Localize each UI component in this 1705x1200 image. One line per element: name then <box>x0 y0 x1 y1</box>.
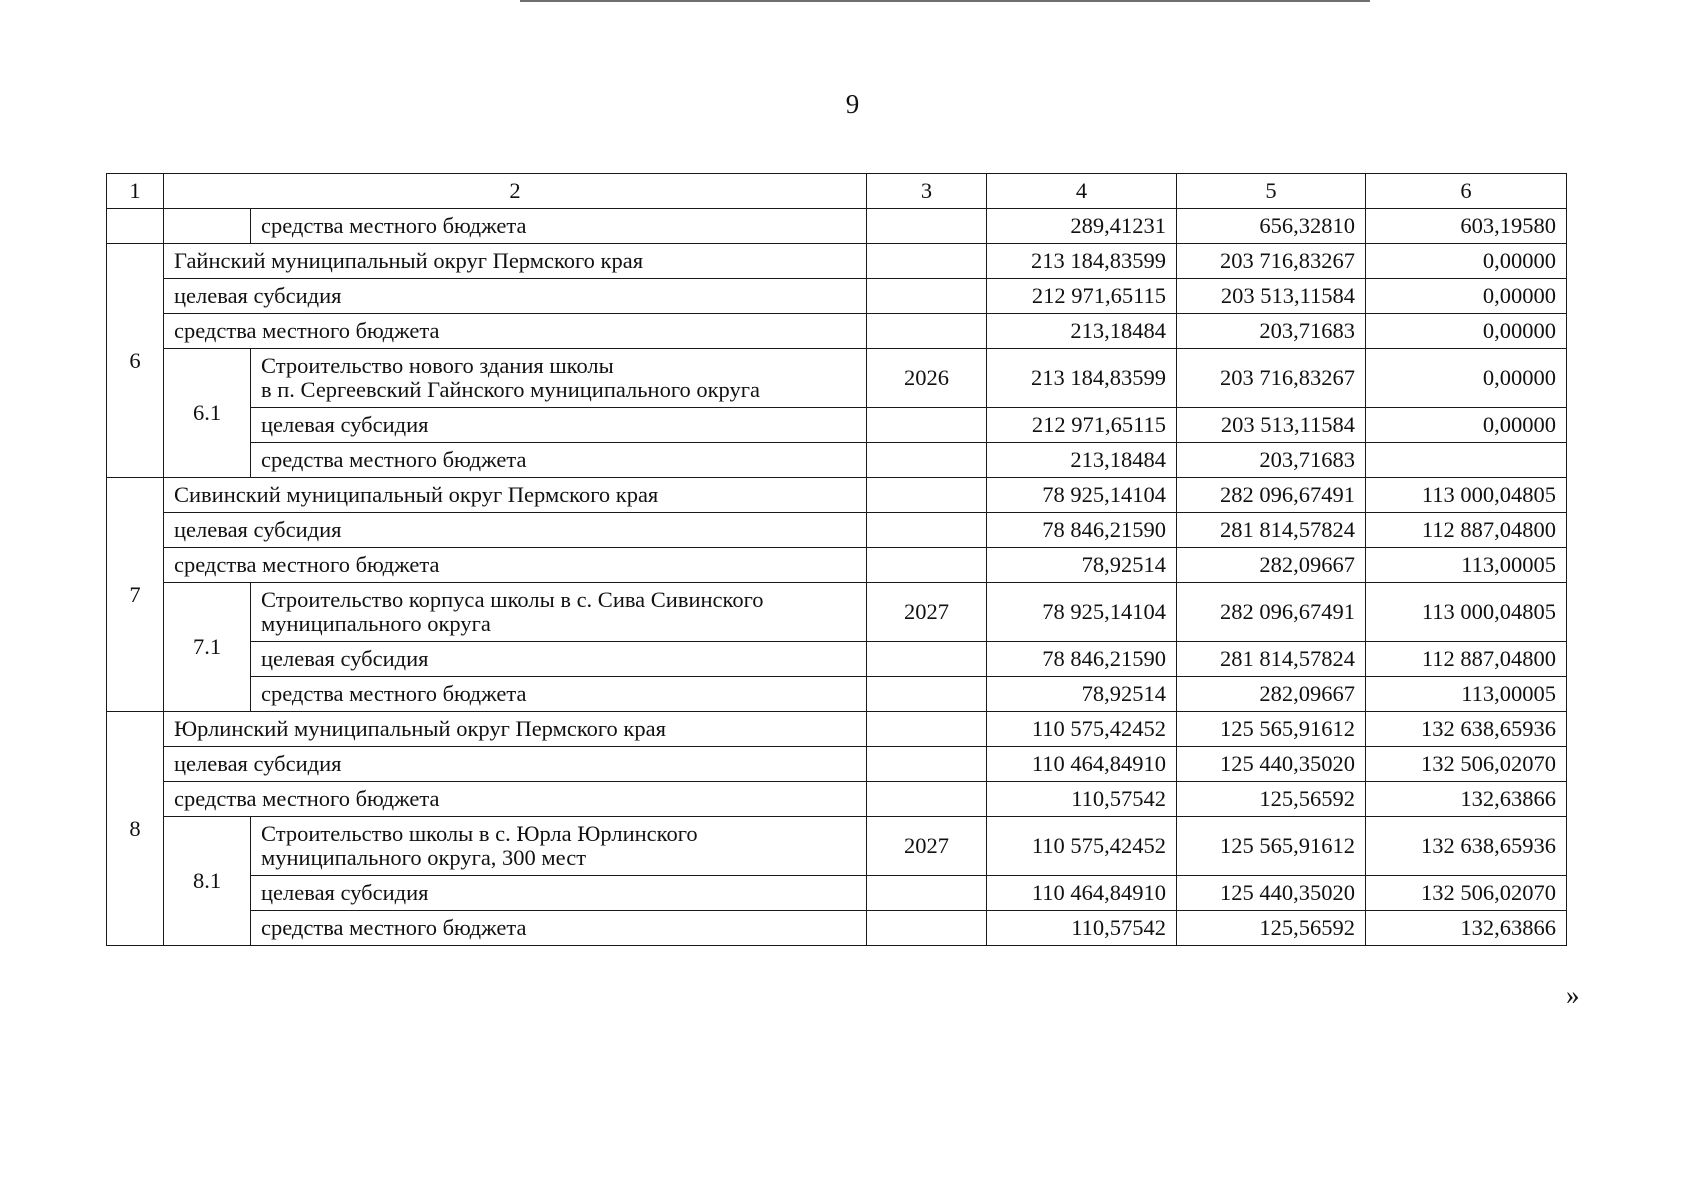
group-number: 7 <box>107 478 164 712</box>
value-col4: 212 971,65115 <box>987 279 1177 314</box>
project-title-line: Строительство корпуса школы в с. Сива Сивинского <box>261 587 764 612</box>
value-col6: 112 887,04800 <box>1366 642 1567 677</box>
project-row <box>107 583 1567 642</box>
value-col4: 110 575,42452 <box>987 712 1177 747</box>
value-col5: 203 513,11584 <box>1177 279 1366 314</box>
year-cell <box>867 782 987 817</box>
row-label: Юрлинский муниципальный округ Пермского края <box>164 712 867 747</box>
empty-cell <box>107 209 164 244</box>
year-cell <box>867 747 987 782</box>
value-col4: 213 184,83599 <box>987 349 1177 408</box>
project-number: 6.1 <box>164 349 251 478</box>
year-cell <box>867 314 987 349</box>
value-col4: 289,41231 <box>987 209 1177 244</box>
value-col5: 203 716,83267 <box>1177 244 1366 279</box>
group-row <box>107 782 1567 817</box>
value-col6: 113,00005 <box>1366 677 1567 712</box>
row-label: целевая субсидия <box>164 513 867 548</box>
value-col4: 78 925,14104 <box>987 583 1177 642</box>
year-cell <box>867 548 987 583</box>
value-col5: 282 096,67491 <box>1177 478 1366 513</box>
project-title-line: Строительство нового здания школы <box>261 353 614 378</box>
value-col5: 281 814,57824 <box>1177 642 1366 677</box>
value-col6: 0,00000 <box>1366 244 1567 279</box>
project-row <box>107 817 1567 876</box>
project-number: 8.1 <box>164 817 251 946</box>
value-col6: 0,00000 <box>1366 349 1567 408</box>
value-col4: 213 184,83599 <box>987 244 1177 279</box>
project-subrow <box>107 677 1567 712</box>
row-label: Сивинский муниципальный округ Пермского края <box>164 478 867 513</box>
value-col6: 113 000,04805 <box>1366 478 1567 513</box>
row-label: средства местного бюджета <box>251 677 867 712</box>
value-col6: 132,63866 <box>1366 911 1567 946</box>
header-cell: 6 <box>1366 174 1567 209</box>
year-cell <box>867 677 987 712</box>
header-cell: 5 <box>1177 174 1366 209</box>
group-row <box>107 478 1567 513</box>
value-col6: 113 000,04805 <box>1366 583 1567 642</box>
value-col6: 132,63866 <box>1366 782 1567 817</box>
year-cell <box>867 876 987 911</box>
value-col4: 110,57542 <box>987 911 1177 946</box>
project-title-line: муниципального округа, 300 мест <box>261 845 587 870</box>
budget-table <box>106 173 1567 946</box>
value-col4: 78 846,21590 <box>987 642 1177 677</box>
group-row <box>107 513 1567 548</box>
project-title-line: в п. Сергеевский Гайнского муниципального округа <box>261 377 760 402</box>
header-cell: 3 <box>867 174 987 209</box>
project-title <box>251 583 867 642</box>
value-col6: 603,19580 <box>1366 209 1567 244</box>
year-cell <box>867 408 987 443</box>
value-col4: 78 925,14104 <box>987 478 1177 513</box>
group-row <box>107 548 1567 583</box>
value-col6 <box>1366 443 1567 478</box>
value-col4: 213,18484 <box>987 443 1177 478</box>
row-label: целевая субсидия <box>251 408 867 443</box>
row-label: средства местного бюджета <box>251 209 867 244</box>
header-cell: 2 <box>164 174 867 209</box>
header-row <box>107 174 1567 209</box>
year-cell <box>867 244 987 279</box>
project-title <box>251 349 867 408</box>
value-col4: 213,18484 <box>987 314 1177 349</box>
group-row <box>107 747 1567 782</box>
year-cell <box>867 443 987 478</box>
value-col4: 110 464,84910 <box>987 747 1177 782</box>
year-cell: 2027 <box>867 817 987 876</box>
value-col6: 132 638,65936 <box>1366 712 1567 747</box>
value-col4: 78 846,21590 <box>987 513 1177 548</box>
value-col6: 112 887,04800 <box>1366 513 1567 548</box>
value-col5: 203,71683 <box>1177 443 1366 478</box>
year-cell <box>867 712 987 747</box>
value-col5: 282,09667 <box>1177 548 1366 583</box>
project-subrow <box>107 443 1567 478</box>
group-row <box>107 279 1567 314</box>
value-col6: 0,00000 <box>1366 314 1567 349</box>
value-col4: 212 971,65115 <box>987 408 1177 443</box>
year-cell: 2027 <box>867 583 987 642</box>
project-title <box>251 817 867 876</box>
row-label: Гайнский муниципальный округ Пермского края <box>164 244 867 279</box>
row-label: целевая субсидия <box>251 642 867 677</box>
group-number: 6 <box>107 244 164 478</box>
value-col5: 125 565,91612 <box>1177 712 1366 747</box>
project-title-line: Строительство школы в с. Юрла Юрлинского <box>261 821 698 846</box>
group-row <box>107 712 1567 747</box>
top-border-line <box>520 0 1370 2</box>
value-col4: 110 464,84910 <box>987 876 1177 911</box>
value-col4: 110 575,42452 <box>987 817 1177 876</box>
value-col5: 125 565,91612 <box>1177 817 1366 876</box>
project-row <box>107 349 1567 408</box>
closing-quote-mark: » <box>1566 980 1580 1010</box>
group-number: 8 <box>107 712 164 946</box>
value-col5: 282,09667 <box>1177 677 1366 712</box>
value-col4: 78,92514 <box>987 677 1177 712</box>
carry-over-row <box>107 209 1567 244</box>
year-cell: 2026 <box>867 349 987 408</box>
row-label: средства местного бюджета <box>164 782 867 817</box>
project-number: 7.1 <box>164 583 251 712</box>
row-label: целевая субсидия <box>164 279 867 314</box>
value-col5: 656,32810 <box>1177 209 1366 244</box>
project-subrow <box>107 642 1567 677</box>
value-col6: 132 506,02070 <box>1366 747 1567 782</box>
value-col5: 125,56592 <box>1177 911 1366 946</box>
value-col4: 110,57542 <box>987 782 1177 817</box>
project-subrow <box>107 408 1567 443</box>
value-col5: 125 440,35020 <box>1177 747 1366 782</box>
page-number: 9 <box>845 89 860 119</box>
value-col5: 203 513,11584 <box>1177 408 1366 443</box>
value-col6: 113,00005 <box>1366 548 1567 583</box>
year-cell <box>867 209 987 244</box>
year-cell <box>867 279 987 314</box>
header-cell: 4 <box>987 174 1177 209</box>
value-col6: 132 506,02070 <box>1366 876 1567 911</box>
value-col6: 132 638,65936 <box>1366 817 1567 876</box>
header-cell: 1 <box>107 174 164 209</box>
value-col4: 78,92514 <box>987 548 1177 583</box>
row-label: средства местного бюджета <box>251 443 867 478</box>
empty-cell <box>164 209 251 244</box>
value-col5: 203,71683 <box>1177 314 1366 349</box>
year-cell <box>867 911 987 946</box>
year-cell <box>867 478 987 513</box>
value-col5: 282 096,67491 <box>1177 583 1366 642</box>
year-cell <box>867 642 987 677</box>
year-cell <box>867 513 987 548</box>
project-subrow <box>107 876 1567 911</box>
row-label: средства местного бюджета <box>164 548 867 583</box>
row-label: средства местного бюджета <box>164 314 867 349</box>
value-col5: 125 440,35020 <box>1177 876 1366 911</box>
value-col5: 281 814,57824 <box>1177 513 1366 548</box>
row-label: целевая субсидия <box>164 747 867 782</box>
row-label: целевая субсидия <box>251 876 867 911</box>
value-col6: 0,00000 <box>1366 279 1567 314</box>
value-col6: 0,00000 <box>1366 408 1567 443</box>
project-subrow <box>107 911 1567 946</box>
project-title-line: муниципального округа <box>261 611 491 636</box>
group-row <box>107 314 1567 349</box>
value-col5: 203 716,83267 <box>1177 349 1366 408</box>
group-row <box>107 244 1567 279</box>
row-label: средства местного бюджета <box>251 911 867 946</box>
value-col5: 125,56592 <box>1177 782 1366 817</box>
municipal-groups <box>107 244 1567 946</box>
